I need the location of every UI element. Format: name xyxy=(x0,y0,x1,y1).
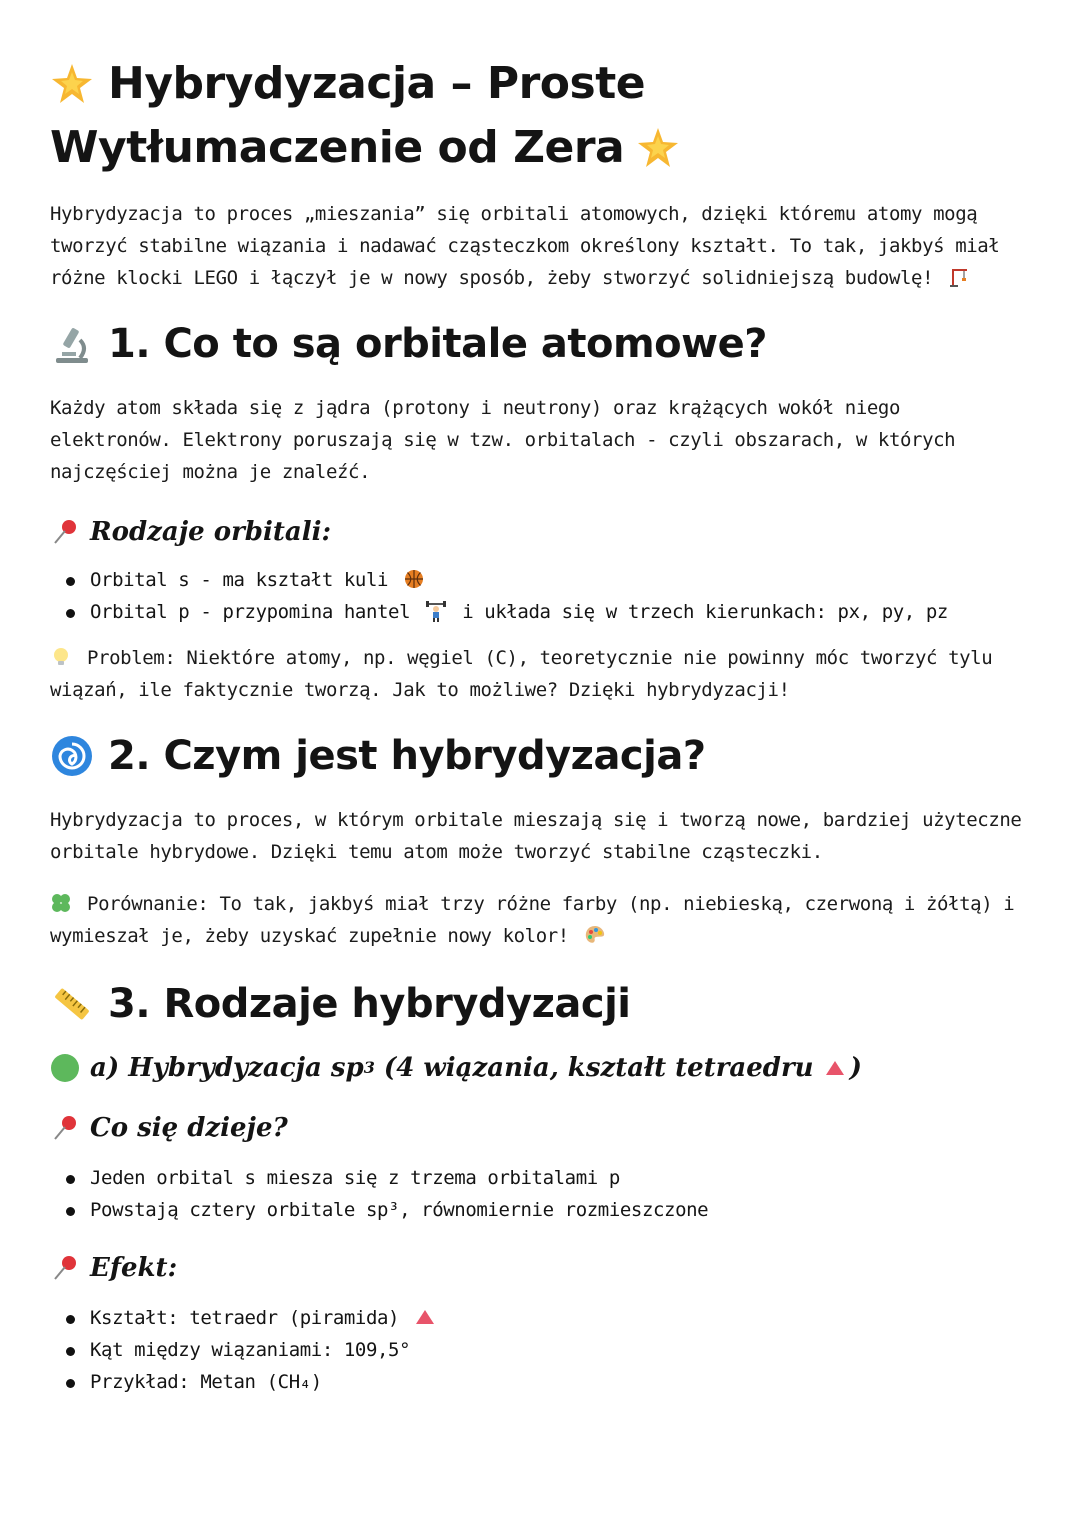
orbital-types-heading xyxy=(50,512,1030,552)
red-triangle-icon xyxy=(414,1306,436,1328)
section-2-heading xyxy=(50,728,1030,784)
pushpin-icon xyxy=(50,1113,80,1143)
section-1-title: 1. Co to są orbitale atomowe? xyxy=(108,321,767,367)
effect-heading: Efekt: xyxy=(50,1248,1030,1288)
title-line-2: Wytłumaczenie od Zera xyxy=(50,122,625,173)
glowing-star-icon xyxy=(50,62,94,106)
list-item: Powstają cztery orbitale sp³, równomiernie rozmieszczone xyxy=(90,1194,1030,1226)
orbital-types-list xyxy=(50,564,1030,628)
what-happens-heading: Co się dzieje? xyxy=(50,1108,1030,1148)
section-1-text: Każdy atom składa się z jądra (protony i neutrony) oraz krążących wokół niego elektronów. Elektrony poruszają się w tzw. orbitalach - czyli obszarach, w których najczęściej można je znaleźć. xyxy=(50,397,956,483)
section-1-heading xyxy=(50,316,1030,372)
list-item: Orbital s - ma kształt kuli xyxy=(90,564,1030,596)
effect-list xyxy=(50,1302,1030,1398)
list-item: Kąt między wiązaniami: 109,5° xyxy=(90,1334,1030,1366)
weightlifter-icon xyxy=(425,600,447,622)
what-happens-list xyxy=(50,1162,1030,1226)
basketball-icon xyxy=(403,568,425,590)
list-item: Przykład: Metan (CH₄) xyxy=(90,1366,1030,1398)
pushpin-icon xyxy=(50,517,80,547)
section-3-heading xyxy=(50,976,1030,1032)
artist-palette-icon xyxy=(584,924,606,946)
intro-paragraph xyxy=(50,198,1030,294)
problem-note: Problem: Niektóre atomy, np. węgiel (C), teoretycznie nie powinny móc tworzyć tylu wiązań, ile faktycznie tworzą. Jak to możliwe? Dzięki hybrydyzacji! xyxy=(50,647,993,701)
comparison-note: Porównanie: To tak, jakbyś miał trzy różne farby (np. niebieską, czerwoną i żółtą) i wymieszał je, żeby uzyskać zupełnie nowy kolor! xyxy=(50,893,1015,947)
four-leaf-clover-icon xyxy=(50,892,72,914)
straight-ruler-icon xyxy=(50,982,94,1026)
glowing-star-icon xyxy=(636,126,680,170)
light-bulb-icon xyxy=(50,646,72,668)
green-circle-icon xyxy=(50,1053,80,1083)
list-item: Kształt: tetraedr (piramida) xyxy=(90,1302,1030,1334)
section-2-text: Hybrydyzacja to proces, w którym orbitale mieszają się i tworzą nowe, bardziej użyteczne orbitale hybrydowe. Dzięki temu atom może tworzyć stabilne cząsteczki. xyxy=(50,809,1022,863)
construction-crane-icon xyxy=(948,266,970,288)
intro-text: Hybrydyzacja to proces „mieszania” się orbitali atomowych, dzięki któremu atomy mogą tworzyć stabilne wiązania i nadawać cząsteczkom określony kształt. To tak, jakbyś miał różne klocki LEGO i łączył je w nowy sposób, żeby stworzyć solidniejszą budowlę! xyxy=(50,203,1000,289)
orbital-types-title: Rodzaje orbitali: xyxy=(90,517,332,547)
document-page xyxy=(50,52,1030,1398)
cyclone-icon xyxy=(50,734,94,778)
section-3-title: 3. Rodzaje hybrydyzacji xyxy=(108,981,631,1027)
section-2-title: 2. Czym jest hybrydyzacja? xyxy=(108,733,706,779)
sp3-heading: a) Hybrydyzacja sp 3 (4 wiązania, kształt tetraedru ) xyxy=(50,1048,1030,1088)
list-item: Jeden orbital s miesza się z trzema orbitalami p xyxy=(90,1162,1030,1194)
list-item: Orbital p - przypomina hantel i układa się w trzech kierunkach: px, py, pz xyxy=(90,596,1030,628)
microscope-icon xyxy=(50,322,94,366)
red-triangle-icon xyxy=(824,1057,846,1079)
page-title xyxy=(50,52,1030,180)
pushpin-icon xyxy=(50,1253,80,1283)
title-line-1: Hybrydyzacja – Proste xyxy=(108,58,646,109)
